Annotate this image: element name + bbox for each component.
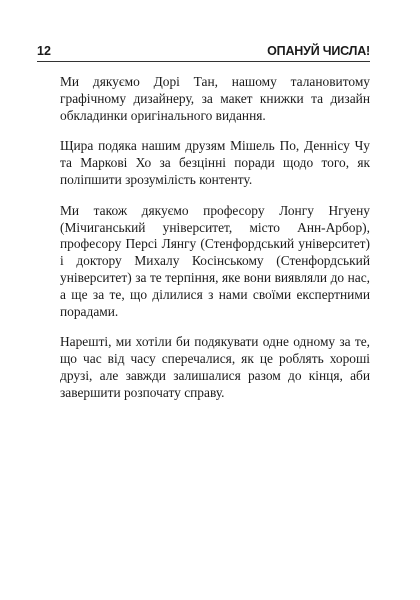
paragraph-2: Щира подяка нашим друзям Мішель По, Деннісу Чу та Маркові Хо за безцінні поради щодо того, як поліпшити зрозумілість контенту.: [60, 138, 370, 187]
paragraph-1: Ми дякуємо Дорі Тан, нашому талановитому графічному дизайнеру, за макет книжки та дизайн обкладинки оригінального видання.: [60, 74, 370, 123]
paragraph-3: Ми також дякуємо професору Лонгу Нгуену (Мічиганський університет, місто Анн-Арбор), професору Персі Лянгу (Стенфордський університет) і доктору Михалу Косінському (Стенфордський університет) за те терпіння, яке вони виявляли до нас, а ще за те, що ділилися з нами своїми експертними порадами.: [60, 202, 370, 319]
acknowledgements-text: [60, 74, 370, 416]
running-title: ОПАНУЙ ЧИСЛА!: [267, 44, 370, 58]
paragraph-4: Нарешті, ми хотіли би подякувати одне одному за те, що час від часу сперечалися, як це роблять хороші друзі, але завжди залишалися разом до кінця, аби завершити розпочату справу.: [60, 334, 370, 400]
page-number: 12: [37, 44, 52, 58]
running-header: [37, 40, 370, 62]
